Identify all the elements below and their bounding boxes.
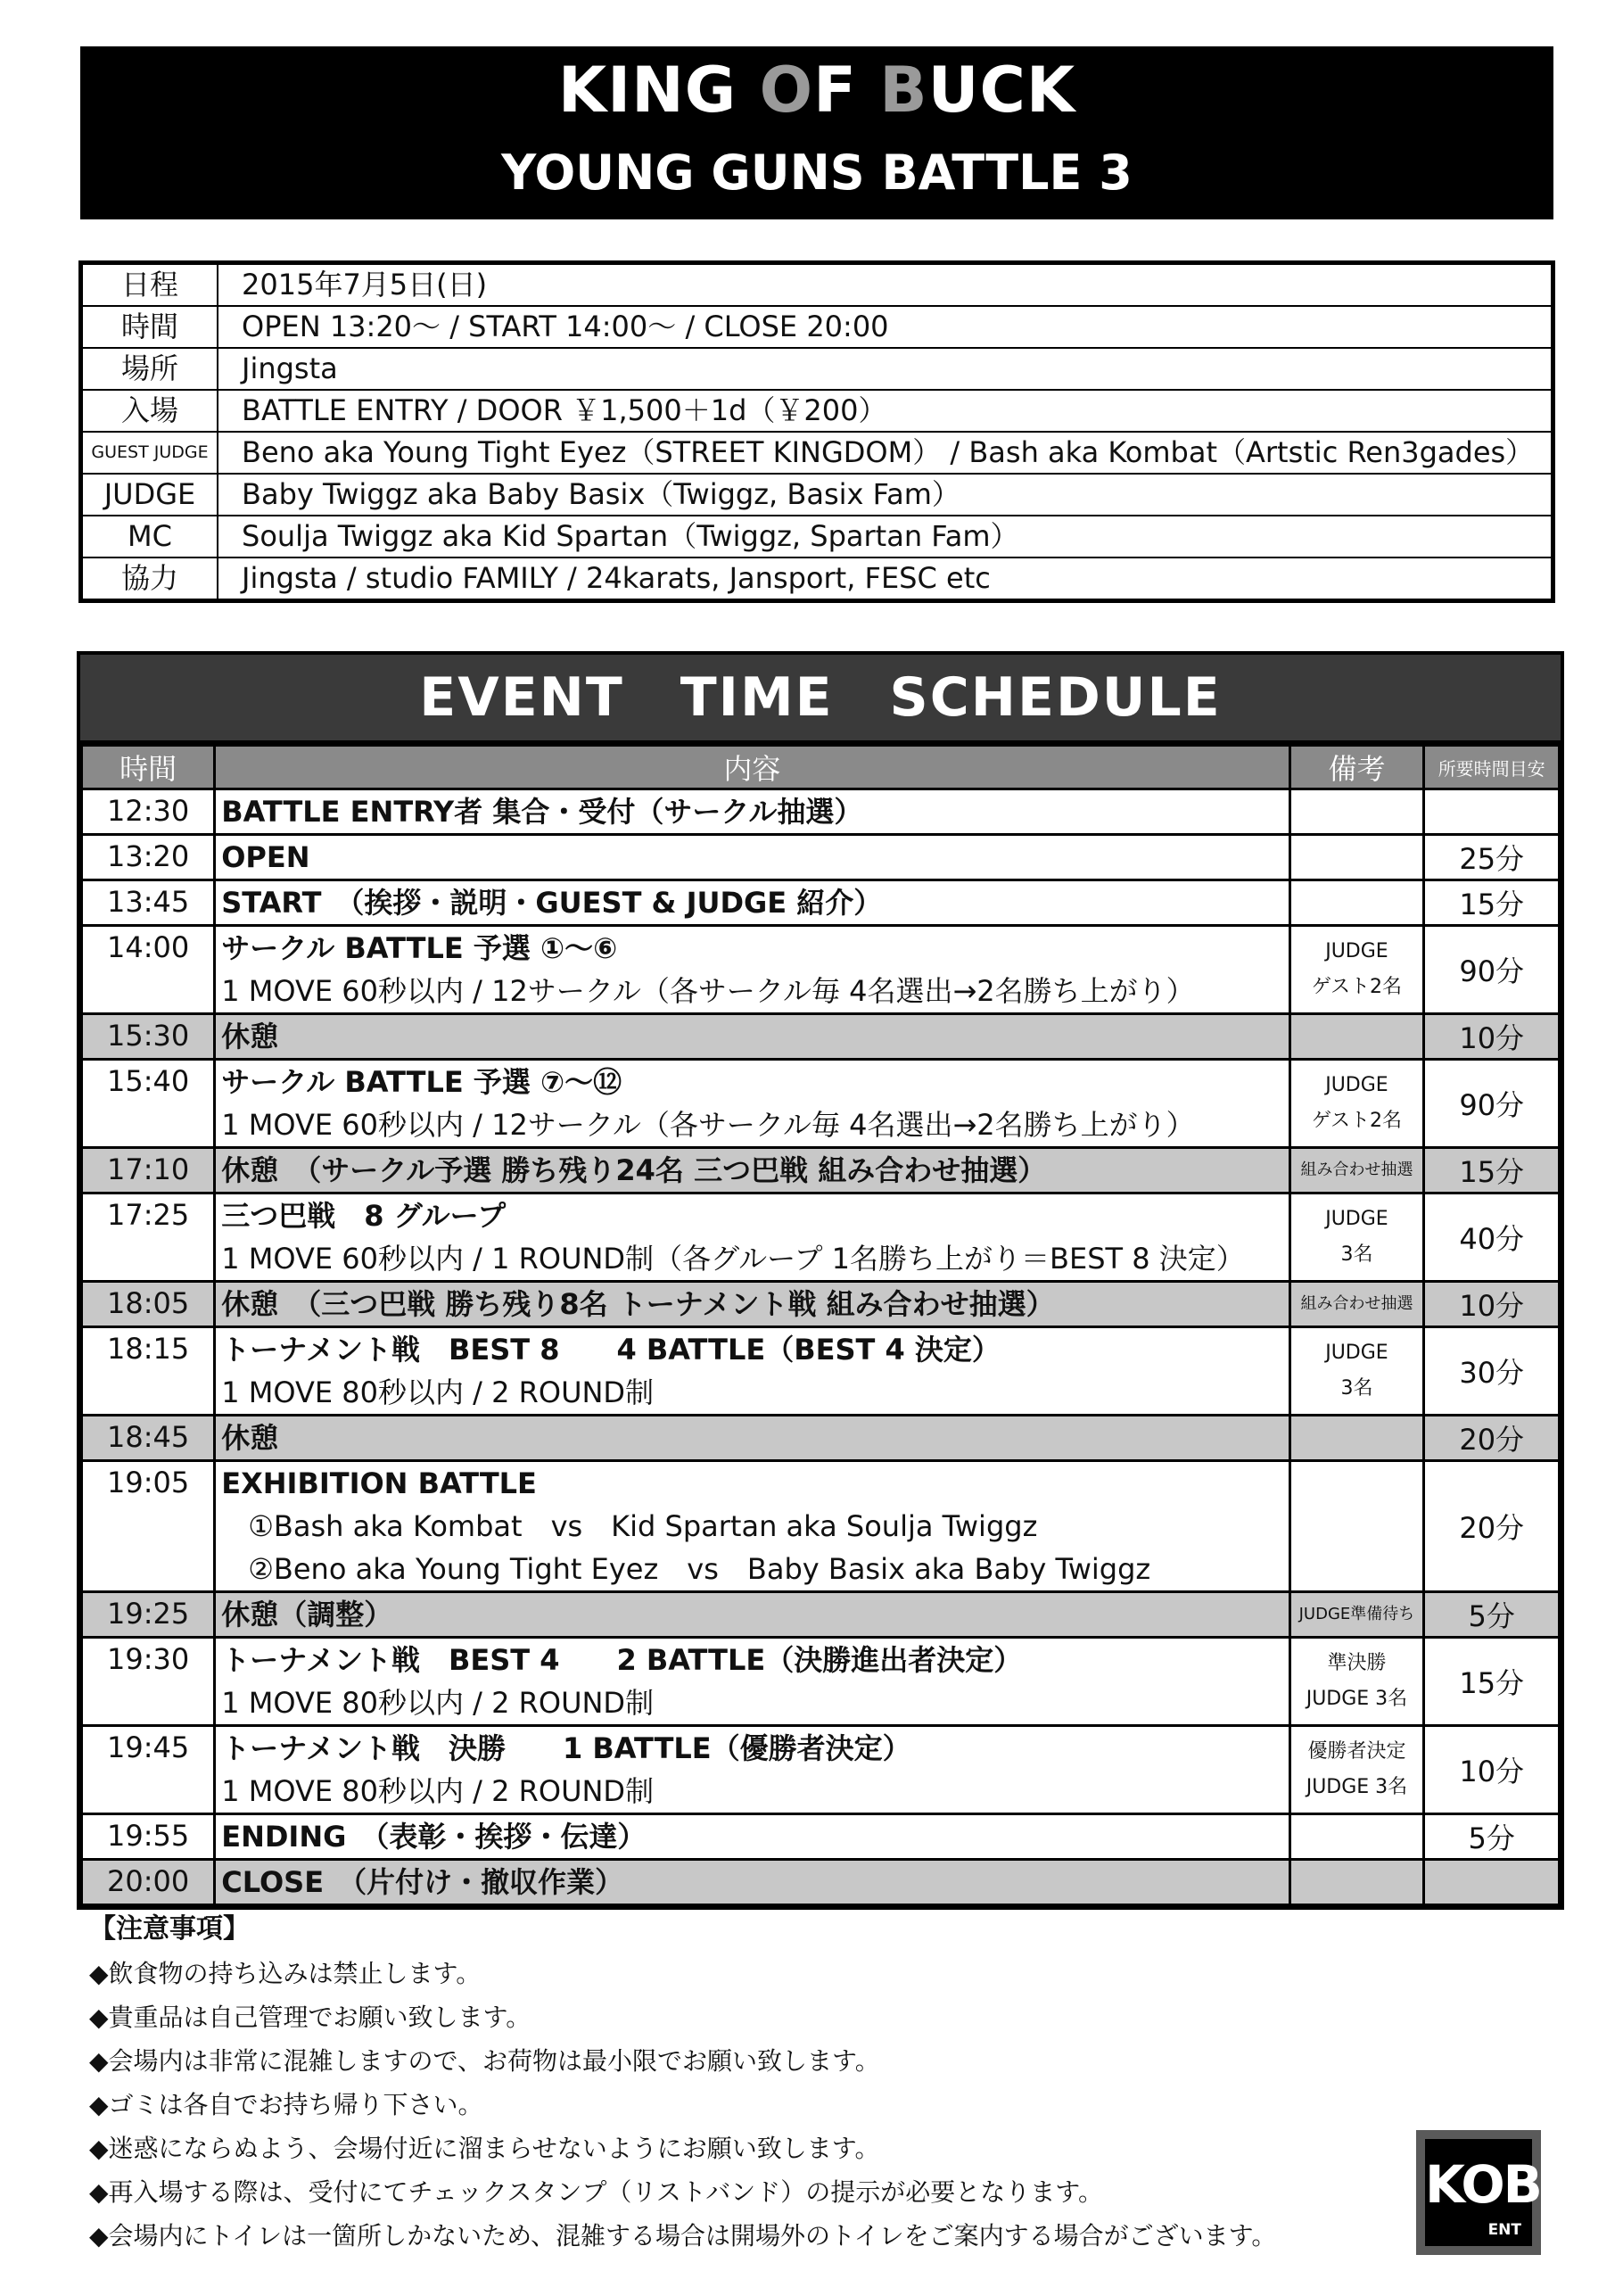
schedule-time: 14:00 (82, 926, 215, 1014)
schedule-row (82, 1416, 1560, 1461)
schedule-note (1289, 1860, 1424, 1905)
schedule-time: 12:30 (82, 789, 215, 835)
schedule-content (215, 835, 1289, 880)
header-content: 内容 (215, 746, 1289, 789)
info-key: 時間 (81, 306, 218, 348)
schedule-table (80, 744, 1561, 1906)
info-row (81, 474, 1553, 516)
title-fragment: O (759, 54, 814, 127)
info-value: BATTLE ENTRY / DOOR ￥1,500＋1d（￥200） (218, 390, 1553, 432)
schedule-note: JUDGE ゲスト2名 (1289, 1060, 1424, 1148)
event-title (80, 46, 1553, 125)
schedule-content (215, 926, 1289, 1014)
notes-item: ◆会場内にトイレは一箇所しかないため、混雑する場合は開場外のトイレをご案内する場合がございます。 (89, 2221, 1277, 2251)
schedule-row (82, 1461, 1560, 1592)
schedule-row (82, 1592, 1560, 1638)
schedule-item-title: EXHIBITION BATTLE (221, 1466, 537, 1500)
schedule-item-detail: ②Beno aka Young Tight Eyez vs Baby Basix aka Baby Twiggz (248, 1552, 1151, 1586)
info-value: Beno aka Young Tight Eyez（STREET KINGDOM） / Bash aka Kombat（Artstic Ren3gades） (218, 432, 1553, 474)
schedule-time: 19:05 (82, 1461, 215, 1592)
schedule-time: 15:30 (82, 1014, 215, 1060)
schedule-time: 13:20 (82, 835, 215, 880)
schedule-duration: 10分 (1424, 1282, 1560, 1327)
info-row (81, 432, 1553, 474)
schedule-row (82, 1860, 1560, 1905)
schedule-row (82, 926, 1560, 1014)
schedule-duration: 5分 (1424, 1592, 1560, 1638)
logo-main-text: KOB (1425, 2154, 1541, 2215)
notes-title: 【注意事項】 (89, 1913, 250, 1945)
notes-item: ◆ゴミは各自でお持ち帰り下さい。 (89, 2090, 483, 2119)
schedule-note (1289, 880, 1424, 926)
event-subtitle: YOUNG GUNS BATTLE 3 (501, 145, 1133, 201)
info-row (81, 348, 1553, 390)
schedule-item-detail: 1 MOVE 80秒以内 / 2 ROUND制 (221, 1686, 655, 1720)
schedule-duration: 30分 (1424, 1327, 1560, 1416)
schedule-row (82, 835, 1560, 880)
schedule-item-title: 休憩 (221, 1020, 279, 1053)
schedule-content (215, 880, 1289, 926)
schedule-duration: 20分 (1424, 1461, 1560, 1592)
notes-item: ◆飲食物の持ち込みは禁止します。 (89, 1959, 482, 1988)
info-value: Jingsta (218, 348, 1553, 390)
header-duration: 所要時間目安 (1424, 746, 1560, 789)
title-fragment: B (879, 54, 928, 127)
info-key: JUDGE (81, 474, 218, 516)
info-key: GUEST JUDGE (81, 432, 218, 474)
info-key: MC (81, 516, 218, 557)
schedule-item-title: サークル BATTLE 予選 ⑦～⑫ (221, 1065, 622, 1099)
schedule-note: 準決勝 JUDGE 3名 (1289, 1638, 1424, 1726)
schedule-content (215, 1282, 1289, 1327)
schedule-duration: 90分 (1424, 926, 1560, 1014)
schedule-row (82, 1148, 1560, 1193)
schedule-row (82, 1193, 1560, 1282)
schedule-content (215, 1060, 1289, 1148)
event-header (80, 46, 1553, 219)
schedule-duration: 15分 (1424, 1638, 1560, 1726)
kob-ent-logo (1416, 2130, 1541, 2255)
schedule-item-title: 三つ巴戦 8 グループ (221, 1199, 507, 1233)
schedule-item-title: トーナメント戦 BEST 4 2 BATTLE（決勝進出者決定） (221, 1643, 1023, 1677)
schedule-time: 19:25 (82, 1592, 215, 1638)
schedule-duration (1424, 1860, 1560, 1905)
schedule-duration: 10分 (1424, 1726, 1560, 1814)
notes-item: ◆貴重品は自己管理でお願い致します。 (89, 2003, 531, 2032)
schedule-time: 19:45 (82, 1726, 215, 1814)
schedule-row (82, 880, 1560, 926)
schedule-item-title: 休憩 （サークル予選 勝ち残り24名 三つ巴戦 組み合わせ抽選） (221, 1153, 1047, 1187)
info-value: Soulja Twiggz aka Kid Spartan（Twiggz, Spartan Fam） (218, 516, 1553, 557)
schedule-note (1289, 1014, 1424, 1060)
schedule-section (77, 651, 1564, 1910)
schedule-note: JUDGE 3名 (1289, 1193, 1424, 1282)
header-time: 時間 (82, 746, 215, 789)
schedule-row (82, 1282, 1560, 1327)
schedule-note: 優勝者決定 JUDGE 3名 (1289, 1726, 1424, 1814)
schedule-row (82, 789, 1560, 835)
schedule-content (215, 1327, 1289, 1416)
schedule-item-title: トーナメント戦 BEST 8 4 BATTLE（BEST 4 決定） (221, 1333, 1001, 1367)
schedule-content (215, 1814, 1289, 1860)
schedule-note: 組み合わせ抽選 (1289, 1148, 1424, 1193)
schedule-content (215, 1014, 1289, 1060)
schedule-duration: 20分 (1424, 1416, 1560, 1461)
schedule-item-title: ENDING （表彰・挨拶・伝達） (221, 1820, 647, 1854)
schedule-time: 20:00 (82, 1860, 215, 1905)
schedule-item-detail: 1 MOVE 60秒以内 / 12サークル（各サークル毎 4名選出→2名勝ち上がり） (221, 974, 1195, 1008)
schedule-content (215, 1592, 1289, 1638)
schedule-item-title: 休憩 （三つ巴戦 勝ち残り8名 トーナメント戦 組み合わせ抽選） (221, 1287, 1055, 1321)
schedule-row (82, 1638, 1560, 1726)
schedule-time: 15:40 (82, 1060, 215, 1148)
logo-sub-text: ENT (1487, 2221, 1521, 2239)
title-fragment: K (557, 54, 608, 127)
notes-item: ◆会場内は非常に混雑しますので、お荷物は最小限でお願い致します。 (89, 2046, 880, 2076)
info-value: OPEN 13:20～ / START 14:00～ / CLOSE 20:00 (218, 306, 1553, 348)
schedule-item-title: CLOSE （片付け・撤収作業） (221, 1865, 624, 1899)
schedule-content (215, 789, 1289, 835)
info-row (81, 263, 1553, 307)
info-value: Jingsta / studio FAMILY / 24karats, Jansport, FESC etc (218, 557, 1553, 601)
info-row (81, 516, 1553, 557)
schedule-item-detail: 1 MOVE 60秒以内 / 12サークル（各サークル毎 4名選出→2名勝ち上がり） (221, 1108, 1195, 1142)
schedule-time: 17:25 (82, 1193, 215, 1282)
info-key: 協力 (81, 557, 218, 601)
schedule-time: 19:55 (82, 1814, 215, 1860)
schedule-note (1289, 835, 1424, 880)
info-key: 場所 (81, 348, 218, 390)
title-fragment: ING (607, 54, 760, 127)
schedule-item-detail: 1 MOVE 80秒以内 / 2 ROUND制 (221, 1774, 655, 1808)
schedule-row (82, 1327, 1560, 1416)
header-note: 備考 (1289, 746, 1424, 789)
schedule-note (1289, 1461, 1424, 1592)
schedule-content (215, 1193, 1289, 1282)
schedule-duration: 5分 (1424, 1814, 1560, 1860)
schedule-time: 17:10 (82, 1148, 215, 1193)
schedule-item-title: 休憩（調整） (221, 1598, 393, 1631)
schedule-content (215, 1638, 1289, 1726)
info-key: 入場 (81, 390, 218, 432)
info-key: 日程 (81, 263, 218, 307)
schedule-note (1289, 1416, 1424, 1461)
schedule-note: 組み合わせ抽選 (1289, 1282, 1424, 1327)
schedule-row (82, 1814, 1560, 1860)
schedule-item-title: 休憩 (221, 1421, 279, 1455)
schedule-time: 13:45 (82, 880, 215, 926)
schedule-duration (1424, 789, 1560, 835)
schedule-content (215, 1148, 1289, 1193)
schedule-duration: 10分 (1424, 1014, 1560, 1060)
schedule-item-detail: 1 MOVE 80秒以内 / 2 ROUND制 (221, 1375, 655, 1409)
schedule-item-title: OPEN (221, 840, 310, 874)
schedule-note: JUDGE準備待ち (1289, 1592, 1424, 1638)
schedule-item-detail: ①Bash aka Kombat vs Kid Spartan aka Soulja Twiggz (248, 1509, 1038, 1543)
schedule-duration: 25分 (1424, 835, 1560, 880)
notes-section (89, 1907, 1276, 2258)
notes-item: ◆迷惑にならぬよう、会場付近に溜まらせないようにお願い致します。 (89, 2134, 880, 2163)
title-fragment: F (813, 54, 880, 127)
title-fragment: UCK (927, 54, 1076, 127)
schedule-note: JUDGE ゲスト2名 (1289, 926, 1424, 1014)
schedule-note: JUDGE 3名 (1289, 1327, 1424, 1416)
schedule-duration: 15分 (1424, 1148, 1560, 1193)
schedule-content (215, 1416, 1289, 1461)
info-value: Baby Twiggz aka Baby Basix（Twiggz, Basix Fam） (218, 474, 1553, 516)
schedule-time: 19:30 (82, 1638, 215, 1726)
event-info-table (78, 260, 1555, 603)
schedule-item-title: トーナメント戦 決勝 1 BATTLE（優勝者決定） (221, 1731, 911, 1765)
schedule-duration: 15分 (1424, 880, 1560, 926)
schedule-note (1289, 1814, 1424, 1860)
schedule-title: EVENT TIME SCHEDULE (80, 655, 1561, 744)
info-row (81, 557, 1553, 601)
schedule-item-title: サークル BATTLE 予選 ①～⑥ (221, 931, 618, 965)
schedule-row (82, 1014, 1560, 1060)
schedule-duration: 40分 (1424, 1193, 1560, 1282)
schedule-item-title: START （挨拶・説明・GUEST & JUDGE 紹介） (221, 886, 883, 920)
info-row (81, 306, 1553, 348)
schedule-item-detail: 1 MOVE 60秒以内 / 1 ROUND制（各グループ 1名勝ち上がり＝BEST 8 決定） (221, 1242, 1245, 1276)
schedule-item-title: BATTLE ENTRY者 集合・受付（サークル抽選） (221, 795, 863, 829)
schedule-time: 18:15 (82, 1327, 215, 1416)
schedule-note (1289, 789, 1424, 835)
info-value: 2015年7月5日(日) (218, 263, 1553, 307)
schedule-time: 18:45 (82, 1416, 215, 1461)
schedule-content (215, 1726, 1289, 1814)
schedule-duration: 90分 (1424, 1060, 1560, 1148)
schedule-content (215, 1461, 1289, 1592)
schedule-row (82, 1726, 1560, 1814)
schedule-time: 18:05 (82, 1282, 215, 1327)
schedule-row (82, 1060, 1560, 1148)
info-row (81, 390, 1553, 432)
notes-item: ◆再入場する際は、受付にてチェックスタンプ（リストバンド）の提示が必要となります。 (89, 2177, 1104, 2207)
schedule-content (215, 1860, 1289, 1905)
